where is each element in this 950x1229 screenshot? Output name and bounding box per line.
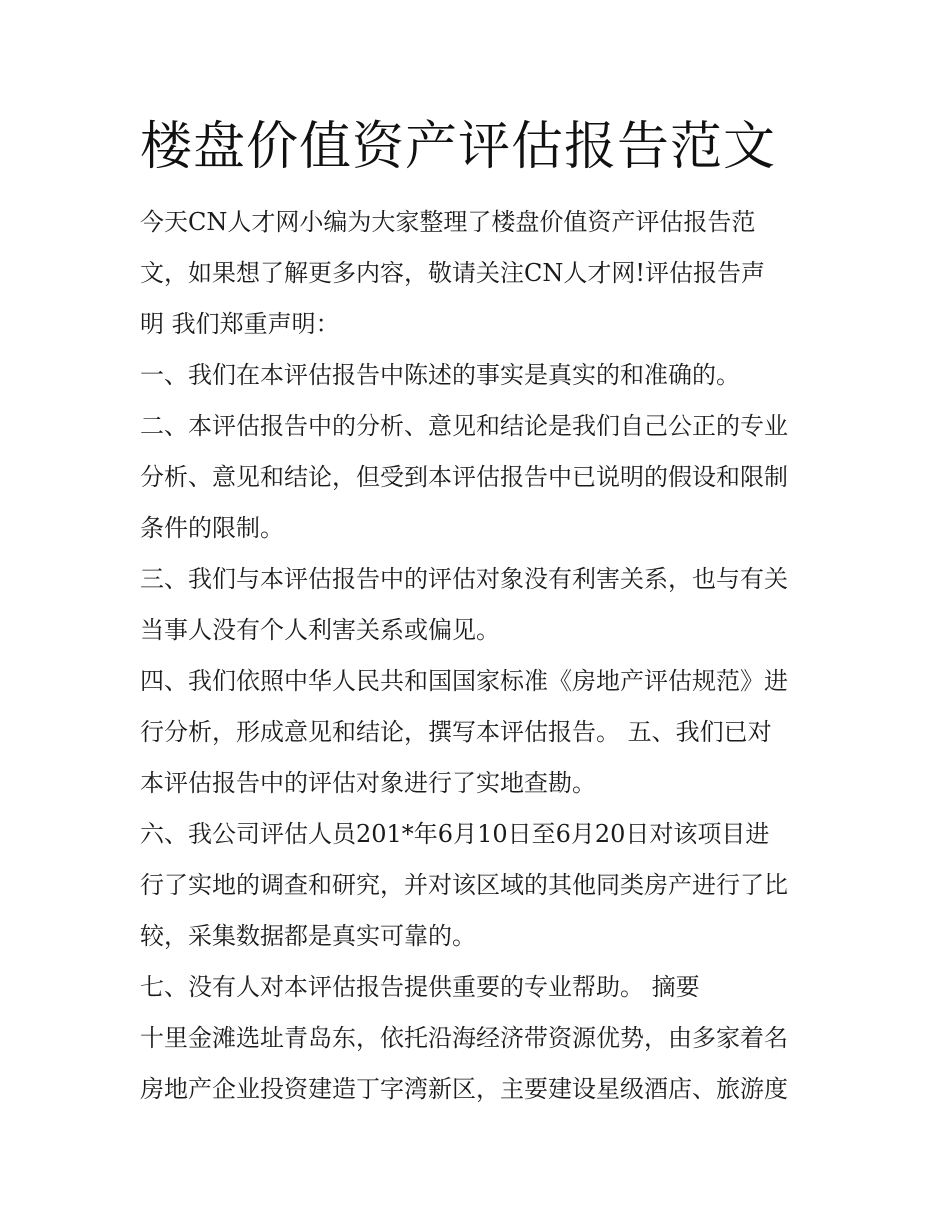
paragraph-line: 当事人没有个人利害关系或偏见。 — [140, 616, 500, 644]
paragraph-line: 文，如果想了解更多内容，敬请关注CN人才网!评估报告声 — [140, 259, 766, 287]
paragraph-line: 房地产企业投资建造丁字湾新区，主要建设星级酒店、旅游度 — [140, 1075, 788, 1103]
paragraph-line: 较，采集数据都是真实可靠的。 — [140, 922, 476, 950]
paragraph-line: 六、我公司评估人员201*年6月10日至6月20日对该项目进 — [140, 820, 770, 848]
paragraph-line: 七、没有人对本评估报告提供重要的专业帮助。 摘要 — [140, 973, 700, 1001]
paragraph-line: 今天CN人才网小编为大家整理了楼盘价值资产评估报告范 — [140, 208, 756, 236]
document-title: 楼盘价值资产评估报告范文 — [140, 117, 777, 177]
paragraph-line: 十里金滩选址青岛东，依托沿海经济带资源优势，由多家着名 — [140, 1024, 788, 1052]
paragraph-line: 四、我们依照中华人民共和国国家标准《房地产评估规范》进 — [140, 667, 788, 695]
paragraph-line: 本评估报告中的评估对象进行了实地查勘。 — [140, 769, 596, 797]
paragraph-line: 一、我们在本评估报告中陈述的事实是真实的和准确的。 — [140, 361, 740, 389]
paragraph-line: 明 我们郑重声明： — [140, 310, 340, 338]
paragraph-line: 二、本评估报告中的分析、意见和结论是我们自己公正的专业 — [140, 412, 788, 440]
paragraph-line: 分析、意见和结论，但受到本评估报告中已说明的假设和限制 — [140, 463, 788, 491]
paragraph-line: 条件的限制。 — [140, 514, 284, 542]
paragraph-line: 行分析，形成意见和结论，撰写本评估报告。 五、我们已对 — [140, 718, 772, 746]
paragraph-line: 行了实地的调查和研究，并对该区域的其他同类房产进行了比 — [140, 871, 788, 899]
paragraph-line: 三、我们与本评估报告中的评估对象没有利害关系，也与有关 — [140, 565, 788, 593]
